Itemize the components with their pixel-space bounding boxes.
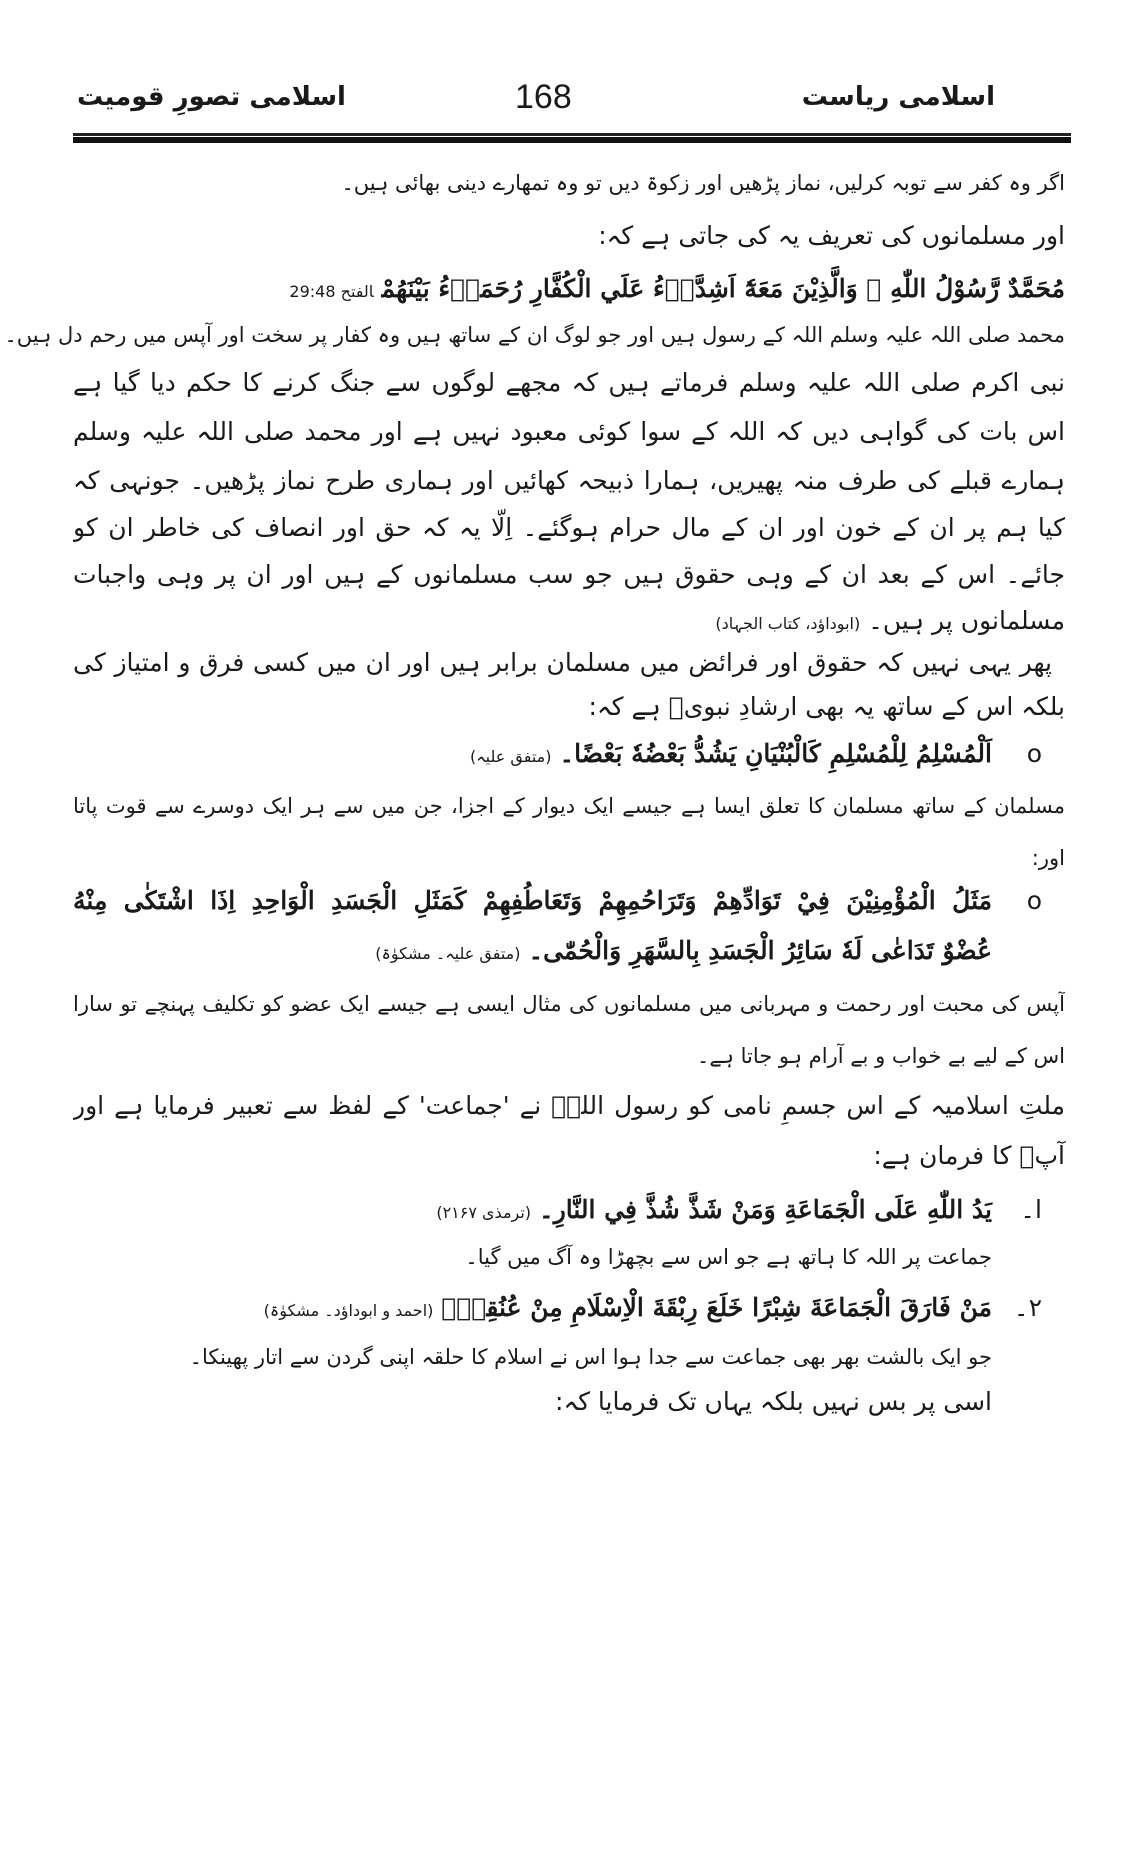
body-line-with-reference [73,601,1065,644]
translation-line: مسلمان کے ساتھ مسلمان کا تعلق ایسا ہے جیسے ایک دیوار کے اجزا، جن میں سے ہر ایک دوسرے سے قوت پاتا [73,794,1065,818]
body-line: اس بات کی گواہی دیں کہ اللہ کے سوا کوئی معبود نہیں ہے اور محمد صلی اللہ علیہ وسلم [73,417,1065,446]
translation-line: آپس کی محبت اور رحمت و مہربانی میں مسلمانوں کی مثال ایسی ہے جیسے ایک عضو کو تکلیف پہنچے تو سارا [73,992,1065,1016]
hadith-item [470,734,1042,777]
body-line: اگر وہ کفر سے توبہ کرلیں، نماز پڑھیں اور زکوۃ دیں تو وہ تمھارے دینی بھائی ہیں۔ [341,171,1065,195]
header-rule-thin [73,133,1071,136]
arabic-text: مَنْ فَارَقَ الْجَمَاعَةَ شِبْرًا خَلَعَ رِبْقَةَ الْاِسْلَامِ مِنْ عُنُقِهٖ۔ [441,1293,992,1322]
item-number: ۲۔ [1013,1293,1042,1322]
translation-line: جو ایک بالشت بھر بھی جماعت سے جدا ہوا اس نے اسلام کا حلقہ اپنی گردن سے اتار پھینکا۔ [189,1345,992,1369]
arabic-text: عُضْوٌ تَدَاعٰى لَهٗ سَائِرُ الْجَسَدِ بِالسَّهَرِ وَالْحُمّٰى۔ [528,936,992,965]
hadith-continuation [375,931,992,974]
running-header-chapter-title: اسلامی تصورِ قومیت [77,82,346,112]
hadith-reference: (متفق علیہ) [470,747,552,766]
arabic-text: مَثَلُ الْمُؤْمِنِيْنَ فِيْ تَوَادِّهِمْ وَتَرَاحُمِهِمْ وَتَعَاطُفِهِمْ كَمَثَلِ الْجَسَدِ الْوَاحِدِ اِذَا اشْتَكٰى مِنْهُ [73,886,992,915]
body-line: اسی پر بس نہیں بلکہ یہاں تک فرمایا کہ: [555,1387,992,1416]
translation-line: جماعت پر اللہ کا ہاتھ ہے جو اس سے بچھڑا وہ آگ میں گیا۔ [465,1245,992,1269]
translation-line: اس کے لیے بے خواب و بے آرام ہو جاتا ہے۔ [697,1044,1065,1068]
body-line: اور: [1031,846,1065,870]
page-number: 168 [515,78,572,116]
body-line: کیا ہم پر ان کے خون اور ان کے مال حرام ہوگئے۔ اِلّا یہ کہ حق اور انصاف کی خاطر ان کو [73,513,1065,542]
item-number: ا۔ [1020,1195,1042,1224]
body-line: بلکہ اس کے ساتھ یہ بھی ارشادِ نبویؐ ہے کہ: [588,692,1065,721]
arabic-text: مُحَمَّدٌ رَّسُوْلُ اللّٰهِ ۭ وَالَّذِيْنَ مَعَهٗٓ اَشِدَّاۗءُ عَلَي الْكُفَّارِ رُحَمَاۗءُ بَيْنَهُمْ [381,274,1065,303]
running-header-book-title: اسلامی ریاست [801,82,995,112]
arabic-text: اَلْمُسْلِمُ لِلْمُسْلِمِ كَالْبُنْيَانِ يَشُدُّ بَعْضُهٗ بَعْضًا۔ [559,739,992,768]
body-line: نبی اکرم صلی اللہ علیہ وسلم فرماتے ہیں کہ مجھے لوگوں سے جنگ کرنے کا حکم دیا گیا ہے [73,368,1065,397]
hadith-reference: (ابوداؤد، کتاب الجہاد) [715,614,861,633]
hadith-item [73,881,1042,921]
body-line: ہمارے قبلے کی طرف منہ پھیریں، ہمارا ذبیحہ کھائیں اور ہماری طرح نماز پڑھیں۔ جونہی کہ [73,466,1065,495]
verse-reference: الفتح 29:48 [289,282,374,301]
body-line: پھر یہی نہیں کہ حقوق اور فرائض میں مسلمان برابر ہیں اور ان میں کسی فرق و امتیاز کی [73,648,1052,677]
body-line: آپؐ کا فرمان ہے: [873,1141,1065,1170]
hadith-item [436,1190,1042,1233]
quran-verse [289,269,1065,312]
hadith-item [264,1288,1042,1331]
body-line: جائے۔ اس کے بعد ان کے وہی حقوق ہیں جو سب مسلمانوں کے ہیں اور ان پر وہی واجبات [73,560,1065,589]
body-line: اور مسلمانوں کی تعریف یہ کی جاتی ہے کہ: [598,221,1065,250]
body-line: ملتِ اسلامیہ کے اس جسمِ نامی کو رسول اللہؐ نے 'جماعت' کے لفظ سے تعبیر فرمایا ہے اور [73,1091,1065,1120]
hadith-reference: (ترمذی ۲۱۶۷) [436,1203,532,1222]
bullet-marker: o [1026,739,1042,768]
arabic-text: يَدُ اللّٰهِ عَلَى الْجَمَاعَةِ وَمَنْ شَذَّ شُذَّ فِي النَّارِ۔ [539,1195,992,1224]
header-rule-thick [73,137,1071,143]
bullet-marker: o [1026,886,1042,915]
hadith-reference: (متفق علیہ۔ مشکوٰۃ) [375,944,521,963]
translation-line: محمد صلی اللہ علیہ وسلم اللہ کے رسول ہیں اور جو لوگ ان کے ساتھ ہیں وہ کفار پر سخت اور آپس میں رحم دل ہیں۔ [4,323,1065,347]
body-text: مسلمانوں پر ہیں۔ [868,606,1065,635]
hadith-reference: (احمد و ابوداؤد۔ مشکوٰۃ) [263,1301,434,1320]
